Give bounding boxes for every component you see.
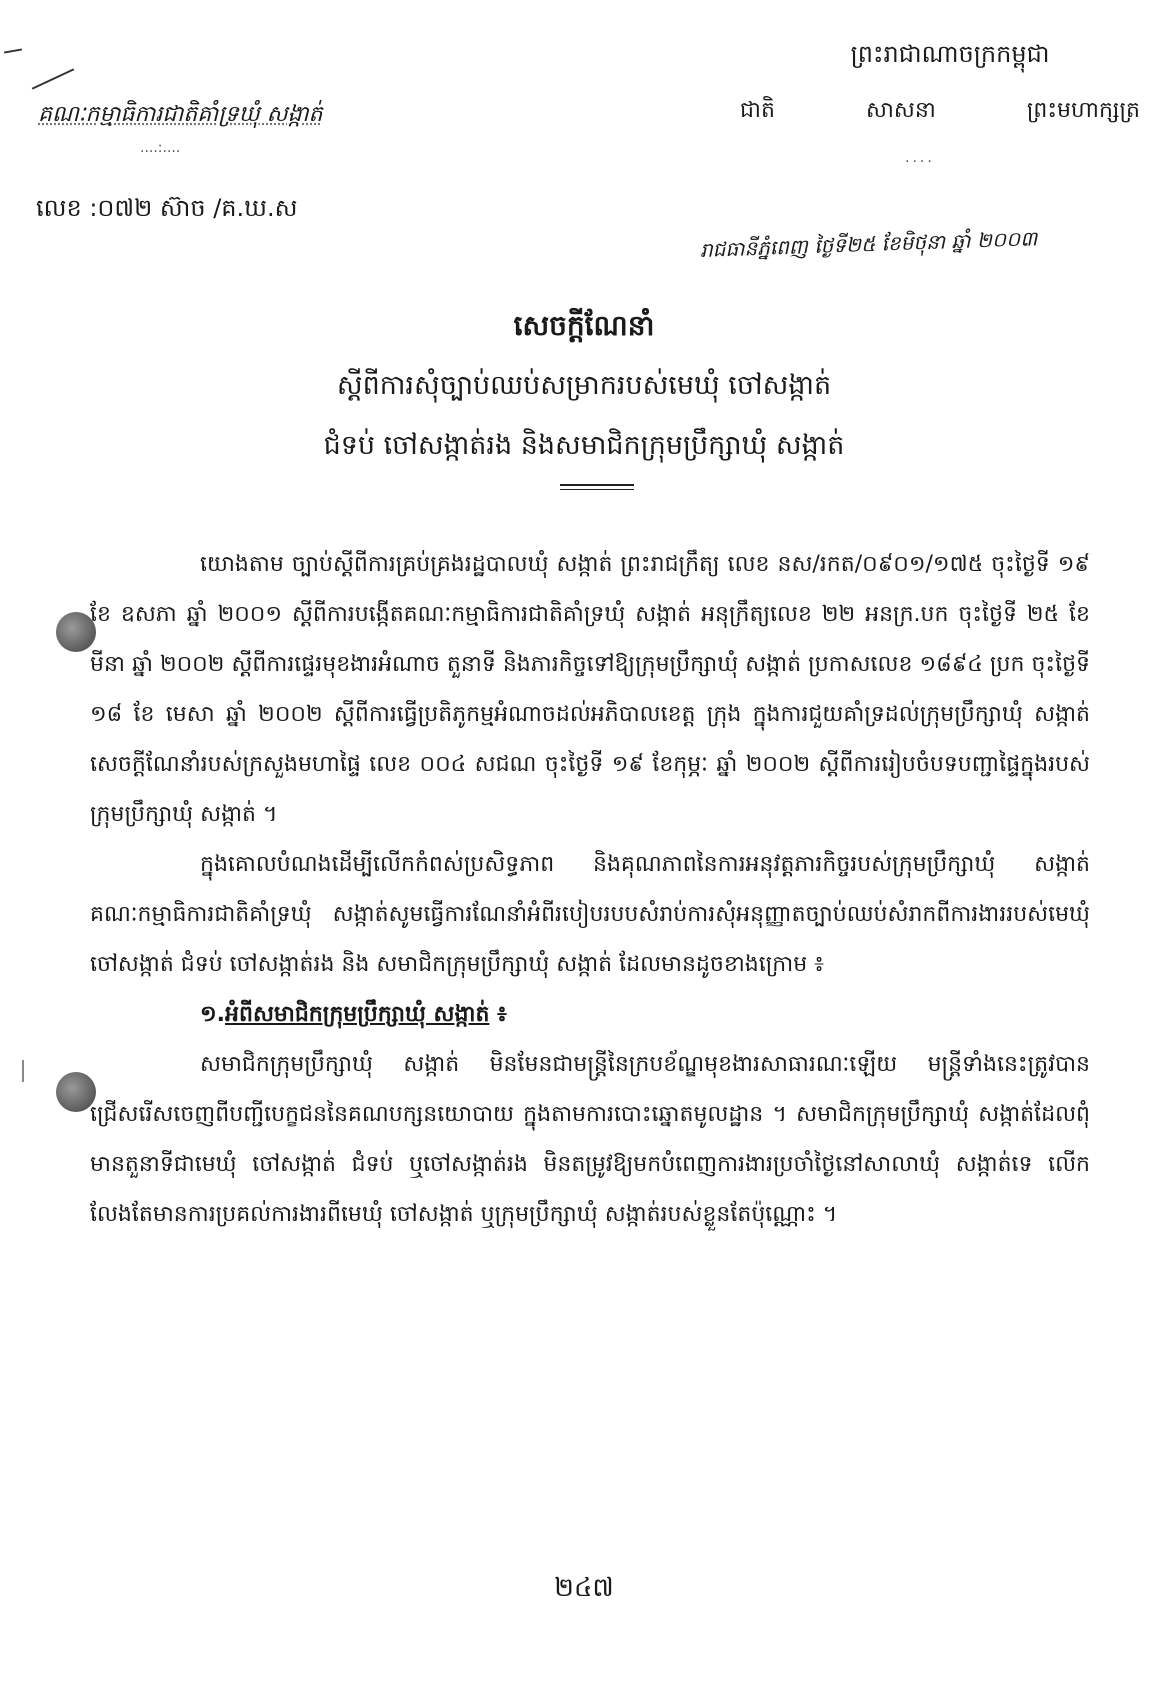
section-colon: ៖ [489, 1002, 507, 1027]
kingdom-heading: ព្រះរាជាណាចក្រកម្ពុជា [850, 40, 1050, 68]
section-heading [90, 990, 1090, 1040]
document-subject-line-1: ស្ដីពីការសុំច្បាប់ឈប់សម្រាករបស់មេឃុំ ចៅសង្កាត់ [336, 370, 832, 401]
title-underline [560, 489, 634, 490]
document-title: សេចក្ដីណែនាំ [513, 309, 655, 342]
section-title: អំពីសមាជិកក្រុមប្រឹក្សាឃុំ សង្កាត់ [225, 1002, 490, 1027]
national-motto [740, 96, 1140, 126]
document-date: រាជធានីភ្នំពេញ ថ្ងៃទី២៥ ខែមិថុនា ឆ្នាំ ២០០៣ [699, 226, 1038, 262]
motto-religion: សាសនា [865, 98, 936, 123]
paragraph-references: យោងតាម ច្បាប់ស្ដីពីការគ្រប់គ្រងរដ្ឋបាលឃុំ សង្កាត់ ព្រះរាជក្រឹត្យ លេខ នស/រកត/០៩០១/១៧៥ ចុះថ្ងៃទី ១៩ ខែ ឧសភា ឆ្នាំ ២០០១ ស្ដីពីការបង្កើតគណៈកម្មាធិការជាតិគាំទ្រឃុំ សង្កាត់ អនុក្រឹត្យលេខ ២២ អនក្រ.បក ចុះថ្ងៃទី ២៥ ខែមីនា ឆ្នាំ ២០០២ ស្ដីពីការផ្ទេរមុខងារអំណាច តួនាទី និងភារកិច្ចទៅឱ្យក្រុមប្រឹក្សាឃុំ សង្កាត់ ប្រកាសលេខ ១៨៩៤ ប្រក ចុះថ្ងៃទី ១៨ ខែ មេសា ឆ្នាំ ២០០២ ស្ដីពីការធ្វើប្រតិភូកម្មអំណាចដល់អភិបាលខេត្ត ក្រុង ក្នុងការជួយគាំទ្រដល់ក្រុមប្រឹក្សាឃុំ សង្កាត់ សេចក្ដីណែនាំរបស់ក្រសួងមហាផ្ទៃ លេខ ០០៤ សជណ ចុះថ្ងៃទី ១៩ ខែកុម្ភៈ ឆ្នាំ ២០០២ ស្ដីពីការរៀបចំបទបញ្ជាផ្ទៃក្នុងរបស់ក្រុមប្រឹក្សាឃុំ សង្កាត់ ។ [90, 552, 1090, 827]
paragraph-council-members: សមាជិកក្រុមប្រឹក្សាឃុំ សង្កាត់ មិនមែនជាមន្ត្រីនៃក្របខ័ណ្ឌមុខងារសាធារណៈឡើយ មន្ត្រីទាំងនេះត្រូវបានជ្រើសរើសចេញពីបញ្ជីបេក្ខជននៃគណបក្សនយោបាយ ក្នុងតាមការបោះឆ្នោតមូលដ្ឋាន ។ សមាជិកក្រុមប្រឹក្សាឃុំ សង្កាត់ដែលពុំមានតួនាទីជាមេឃុំ ចៅសង្កាត់ ជំទប់ ឬចៅសង្កាត់រង មិនតម្រូវឱ្យមកបំពេញការងារប្រចាំថ្ងៃនៅសាលាឃុំ សង្កាត់ទេ លើកលែងតែមានការប្រគល់ការងារពីមេឃុំ ចៅសង្កាត់ ឬក្រុមប្រឹក្សាឃុំ សង្កាត់របស់ខ្លួនតែប៉ុណ្ណោះ ។ [90, 1052, 1090, 1227]
paragraph-purpose: ក្នុងគោលបំណងដើម្បីលើកកំពស់ប្រសិទ្ធភាព និងគុណភាពនៃការអនុវត្តភារកិច្ចរបស់ក្រុមប្រឹក្សាឃុំ សង្កាត់ គណៈកម្មាធិការជាតិគាំទ្រឃុំ សង្កាត់សូមធ្វើការណែនាំអំពីរបៀបរបបសំរាប់ការសុំអនុញ្ញាតច្បាប់ឈប់សំរាកពីការងាររបស់មេឃុំ ចៅសង្កាត់ ជំទប់ ចៅសង្កាត់រង និង សមាជិកក្រុមប្រឹក្សាឃុំ សង្កាត់ ដែលមានដូចខាងក្រោម ៖ [90, 852, 1090, 977]
scan-mark [4, 48, 22, 53]
scan-mark [32, 68, 75, 89]
reference-number: លេខ :០៧២ ស៊ាច /គ.ឃ.ស [36, 194, 298, 222]
motto-ornament: .... [905, 150, 935, 166]
document-body [90, 540, 1090, 1240]
document-subject-line-2: ជំទប់ ចៅសង្កាត់រង និងសមាជិកក្រុមប្រឹក្សាឃុំ សង្កាត់ [323, 430, 845, 461]
title-underline [560, 484, 634, 486]
issuing-organization: គណៈកម្មាធិការជាតិគាំទ្រឃុំ សង្កាត់ [38, 102, 323, 127]
scan-mark [22, 1060, 24, 1082]
page-number: ២៤៧ [554, 1573, 614, 1603]
organization-ornament: ....:.... [140, 140, 181, 156]
section-number: ១. [200, 1002, 226, 1027]
motto-nation: ជាតិ [740, 98, 775, 123]
motto-king: ព្រះមហាក្សត្រ [1026, 98, 1140, 123]
